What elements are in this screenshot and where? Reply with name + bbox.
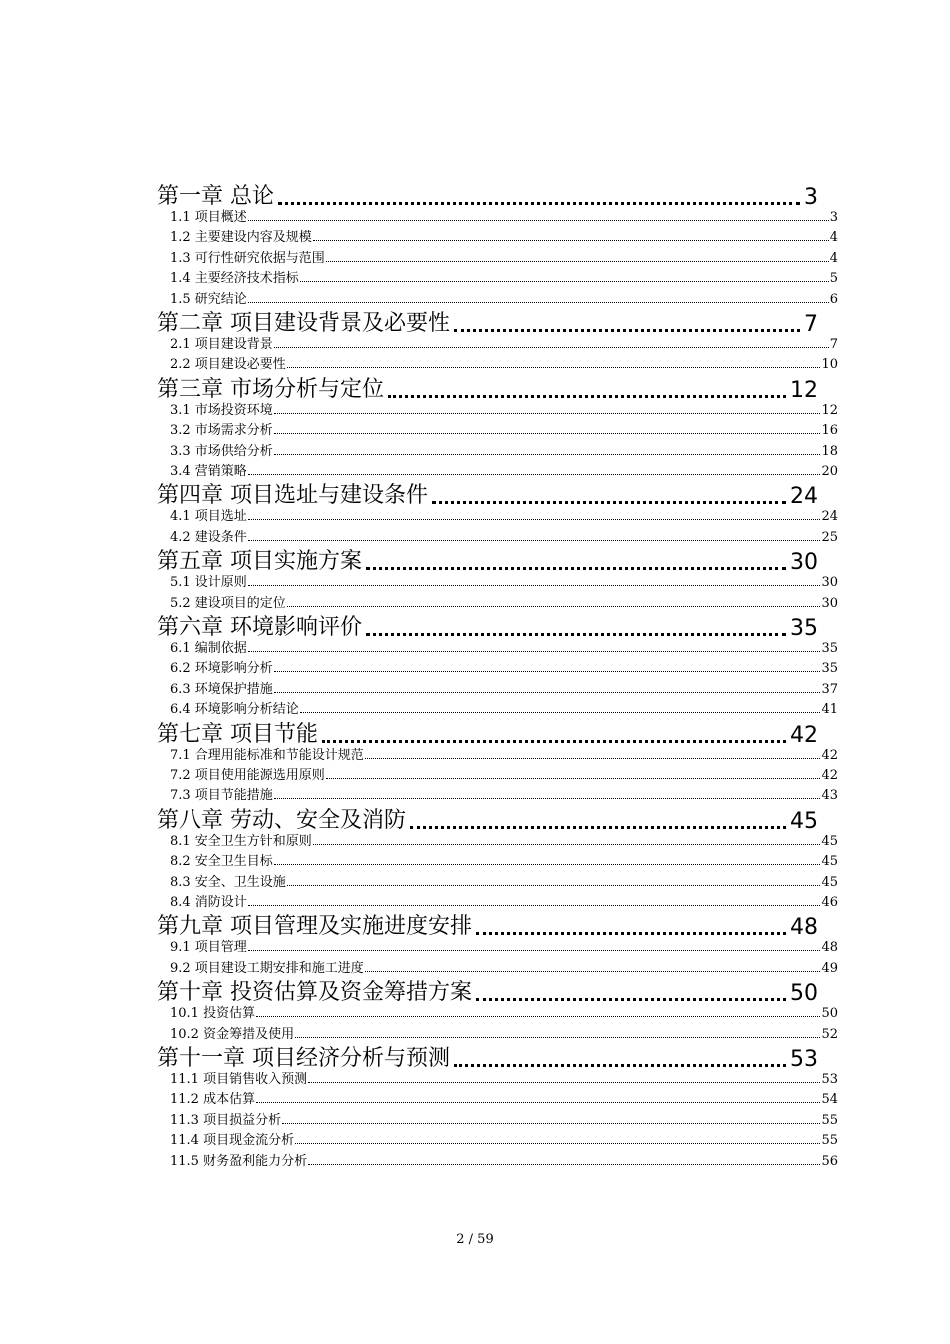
toc-entry-page: 24 [790,484,818,510]
toc-entry-page: 45 [821,874,838,890]
toc-leader-dots [278,202,800,205]
toc-leader-dots [274,347,829,348]
toc-section-entry[interactable] [170,289,838,307]
toc-leader-dots [274,454,821,455]
toc-section-entry[interactable] [170,679,838,697]
toc-entry-page: 7 [829,337,838,352]
toc-entry-title: 6.3 环境保护措施 [170,681,273,697]
toc-entry-page: 4 [829,230,838,246]
toc-entry-title: 第二章 项目建设背景及必要性 [157,311,450,336]
toc-leader-dots [287,367,821,368]
toc-entry-title: 5.2 建设项目的定位 [170,595,286,611]
toc-entry-title: 第三章 市场分析与定位 [157,376,384,402]
toc-leader-dots [366,633,786,636]
toc-entry-page: 52 [821,1026,838,1042]
toc-section-entry[interactable] [170,1069,838,1087]
toc-entry-page: 12 [790,377,818,403]
toc-leader-dots [287,606,821,607]
toc-entry-page: 53 [821,1072,838,1087]
toc-entry-title: 1.3 可行性研究依据与范围 [170,250,325,266]
toc-section-entry[interactable] [170,527,838,545]
toc-chapter-entry[interactable] [157,547,818,575]
toc-leader-dots [300,281,829,282]
toc-leader-dots [300,712,821,713]
toc-section-entry[interactable] [170,593,838,611]
toc-entry-title: 3.1 市场投资环境 [170,402,273,418]
toc-leader-dots [326,778,821,779]
toc-entry-title: 1.1 项目概述 [170,210,247,225]
toc-entry-page: 48 [821,940,838,956]
toc-section-entry[interactable] [170,248,838,266]
toc-leader-dots [454,1064,786,1067]
toc-section-entry[interactable] [170,441,838,459]
toc-section-entry[interactable] [170,785,838,803]
toc-entry-title: 5.1 设计原则 [170,575,247,591]
toc-entry-page: 18 [821,443,838,459]
toc-entry-title: 3.2 市场需求分析 [170,423,273,439]
toc-chapter-entry[interactable] [157,481,818,509]
toc-leader-dots [248,950,821,951]
toc-leader-dots [476,998,786,1001]
toc-leader-dots [313,844,821,845]
toc-section-entry[interactable] [170,420,838,438]
toc-section-entry[interactable] [170,334,838,352]
toc-entry-title: 4.2 建设条件 [170,529,247,545]
toc-entry-page: 35 [790,616,818,641]
toc-entry-title: 8.4 消防设计 [170,895,247,910]
toc-entry-title: 第十一章 项目经济分析与预测 [157,1046,450,1071]
toc-leader-dots [282,1123,820,1124]
toc-entry-title: 11.5 财务盈利能力分析 [170,1153,308,1169]
toc-entry-page: 45 [790,808,818,834]
toc-entry-title: 9.2 项目建设工期安排和施工进度 [170,960,364,976]
toc-entry-title: 3.4 营销策略 [170,464,247,479]
toc-leader-dots [274,671,821,672]
toc-entry-page: 20 [821,464,838,479]
toc-section-entry[interactable] [170,765,838,783]
toc-section-entry[interactable] [170,1151,838,1169]
toc-leader-dots [366,567,786,570]
toc-section-entry[interactable] [170,937,838,955]
toc-entry-page: 53 [790,1047,818,1072]
toc-entry-title: 3.3 市场供给分析 [170,443,273,459]
toc-entry-title: 6.2 环境影响分析 [170,661,273,677]
toc-entry-title: 7.3 项目节能措施 [170,788,273,804]
toc-section-entry[interactable] [170,658,838,676]
toc-section-entry[interactable] [170,572,838,590]
toc-entry-title: 第四章 项目选址与建设条件 [157,483,428,509]
toc-entry-page: 55 [821,1133,838,1149]
toc-entry-title: 第七章 项目节能 [157,721,318,747]
toc-entry-page: 7 [804,312,818,337]
toc-leader-dots [248,302,829,303]
toc-section-entry[interactable] [170,699,838,717]
toc-leader-dots [326,261,829,262]
toc-entry-page: 41 [821,702,838,718]
toc-leader-dots [248,519,821,520]
toc-entry-title: 7.1 合理用能标准和节能设计规范 [170,747,364,763]
toc-entry-page: 25 [821,529,838,545]
toc-entry-title: 8.3 安全、卫生设施 [170,874,286,890]
toc-section-entry[interactable] [170,1003,838,1021]
toc-entry-title: 10.1 投资估算 [170,1006,256,1022]
toc-entry-page: 35 [821,661,838,677]
toc-entry-page: 10 [821,357,838,373]
page-number: 2 / 59 [456,1232,494,1247]
toc-section-entry[interactable] [170,506,838,524]
toc-entry-title: 8.1 安全卫生方针和原则 [170,833,312,849]
toc-section-entry[interactable] [170,872,838,890]
toc-entry-title: 10.2 资金筹措及使用 [170,1026,295,1042]
toc-entry-title: 1.4 主要经济技术指标 [170,271,299,287]
toc-leader-dots [308,1164,820,1165]
toc-entry-page: 37 [821,681,838,697]
toc-entry-page: 45 [821,854,838,870]
toc-entry-page: 30 [821,575,838,591]
toc-section-entry[interactable] [170,1110,838,1128]
toc-section-entry[interactable] [170,400,838,418]
toc-entry-page: 12 [821,402,838,418]
toc-entry-page: 4 [829,250,838,266]
toc-entry-title: 6.1 编制依据 [170,641,247,656]
toc-leader-dots [248,474,821,475]
toc-leader-dots [410,826,786,829]
toc-section-entry[interactable] [170,892,838,910]
toc-entry-page: 42 [790,722,818,748]
toc-section-entry[interactable] [170,268,838,286]
toc-entry-page: 48 [790,915,818,941]
toc-entry-title: 2.2 项目建设必要性 [170,357,286,373]
toc-leader-dots [313,240,829,241]
toc-entry-page: 30 [790,550,818,576]
toc-leader-dots [274,433,821,434]
toc-entry-page: 55 [821,1112,838,1128]
toc-leader-dots [274,692,821,693]
toc-entry-title: 第九章 项目管理及实施进度安排 [157,914,472,940]
toc-leader-dots [248,585,821,586]
toc-section-entry[interactable] [170,354,838,372]
toc-entry-title: 7.2 项目使用能源选用原则 [170,768,325,783]
toc-entry-title: 11.3 项目损益分析 [170,1112,282,1128]
toc-entry-title: 11.2 成本估算 [170,1092,256,1108]
toc-leader-dots [287,885,821,886]
toc-leader-dots [248,651,821,652]
toc-entry-page: 5 [829,271,838,287]
toc-leader-dots [274,413,821,414]
toc-chapter-entry[interactable] [157,613,818,641]
toc-entry-page: 24 [821,509,838,525]
toc-entry-title: 8.2 安全卫生目标 [170,854,273,870]
toc-entry-title: 第八章 劳动、安全及消防 [157,807,406,833]
toc-leader-dots [308,1082,820,1083]
toc-entry-title: 第十章 投资估算及资金筹措方案 [157,980,472,1006]
toc-leader-dots [248,905,821,906]
toc-entry-title: 11.4 项目现金流分析 [170,1133,295,1149]
toc-entry-title: 4.1 项目选址 [170,509,247,525]
toc-leader-dots [322,740,786,743]
toc-entry-page: 30 [821,595,838,611]
toc-leader-dots [256,1016,820,1017]
toc-chapter-entry[interactable] [157,978,818,1006]
toc-entry-title: 1.5 研究结论 [170,291,247,307]
toc-entry-page: 45 [821,833,838,849]
toc-leader-dots [476,932,786,935]
toc-entry-page: 35 [821,641,838,656]
toc-leader-dots [274,864,821,865]
toc-leader-dots [274,798,821,799]
toc-leader-dots [432,501,786,504]
toc-entry-title: 11.1 项目销售收入预测 [170,1072,308,1087]
toc-entry-page: 54 [821,1092,838,1108]
toc-entry-page: 16 [821,423,838,439]
toc-section-entry[interactable] [170,831,838,849]
toc-leader-dots [248,540,821,541]
toc-leader-dots [295,1143,820,1144]
toc-chapter-entry[interactable] [157,182,818,210]
toc-section-entry[interactable] [170,227,838,245]
toc-leader-dots [454,329,800,332]
toc-leader-dots [365,971,821,972]
toc-leader-dots [388,395,786,398]
toc-entry-page: 3 [829,210,838,225]
toc-section-entry[interactable] [170,1024,838,1042]
toc-entry-title: 6.4 环境影响分析结论 [170,702,299,718]
toc-entry-page: 42 [821,747,838,763]
toc-entry-title: 9.1 项目管理 [170,940,247,956]
toc-section-entry[interactable] [170,1089,838,1107]
toc-entry-page: 42 [821,768,838,783]
toc-section-entry[interactable] [170,461,838,479]
toc-section-entry[interactable] [170,1130,838,1148]
toc-entry-page: 3 [804,185,818,210]
toc-entry-title: 第一章 总论 [157,184,274,209]
toc-entry-title: 1.2 主要建设内容及规模 [170,230,312,246]
toc-section-entry[interactable] [170,851,838,869]
toc-entry-page: 50 [790,981,818,1007]
toc-entry-page: 43 [821,788,838,804]
toc-entry-page: 46 [821,895,838,910]
toc-entry-title: 第五章 项目实施方案 [157,549,362,575]
toc-entry-page: 50 [821,1006,838,1022]
toc-section-entry[interactable] [170,638,838,656]
toc-entry-page: 56 [821,1153,838,1169]
toc-leader-dots [248,220,829,221]
toc-entry-title: 第六章 环境影响评价 [157,615,362,640]
toc-leader-dots [295,1037,820,1038]
toc-section-entry[interactable] [170,745,838,763]
toc-chapter-entry[interactable] [157,912,818,940]
toc-section-entry[interactable] [170,207,838,225]
toc-entry-page: 49 [821,960,838,976]
toc-entry-title: 2.1 项目建设背景 [170,337,273,352]
toc-section-entry[interactable] [170,958,838,976]
toc-leader-dots [365,758,821,759]
toc-leader-dots [256,1102,820,1103]
toc-entry-page: 6 [829,291,838,307]
